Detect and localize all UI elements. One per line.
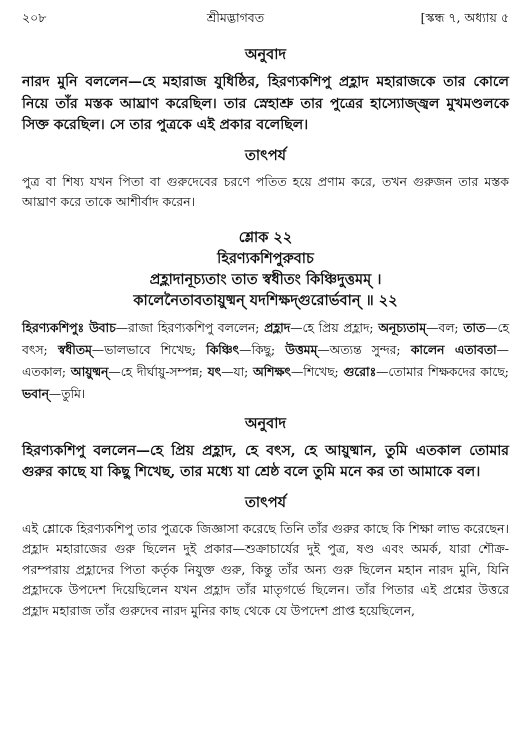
purport-heading-2: তাৎপর্য (244, 493, 287, 511)
synonym-meaning: যা; (233, 364, 249, 379)
synonym-term: গুরোঃ (343, 363, 377, 379)
synonym-term: আয়ুষ্মন্ (70, 363, 109, 379)
synonym-meaning: তুমি। (61, 386, 86, 401)
purport-heading: তাৎপর্য (244, 146, 287, 164)
synonym-term: প্রহ্লাদ (264, 319, 291, 335)
verse-line-2: কালেনৈতাবতায়ুষ্মন্ যদশিক্ষদ্‌গুরোর্ভবান্ ॥ ২২ (133, 291, 398, 309)
translation-heading: অনুবাদ (244, 46, 287, 63)
synonym-term: হিরণ্যকশিপুঃ উবাচ (22, 319, 116, 335)
synonym-term: কিঞ্চিৎ (206, 341, 240, 357)
synonym-term: অনূচ্যতাম্ (378, 319, 427, 335)
synonym-term: উত্তমম্ (285, 341, 318, 357)
page-header (22, 10, 509, 30)
translation-text-2: হিরণ্যকশিপু বললেন—হে প্রিয় প্রহ্লাদ, হে বৎস, হে আয়ুষ্মান, তুমি এতকাল তোমার গুরুর কাছে যা কিছু শিখেছ, তার মধ্যে যা শ্রেষ্ঠ বলে তুমি মনে কর তা আমাকে বল। (22, 442, 509, 480)
synonym-meaning: হে দীর্ঘায়ু-সম্পন্ন; (120, 364, 203, 379)
translation-heading-2: অনুবাদ (244, 414, 287, 432)
synonym-term: কালেন এতাবতা (410, 341, 497, 357)
synonym-meaning: বল; (438, 320, 459, 335)
synonym-term: যৎ (207, 363, 222, 379)
book-title: শ্রীমদ্ভাগবত (206, 10, 265, 25)
verse-number: শ্লোক ২২ (238, 228, 293, 246)
purport-text-2: এই শ্লোকে হিরণ্যকশিপু তার পুত্রকে জিজ্ঞাসা করেছে তিনি তাঁর গুরুর কাছে কি শিক্ষা লাভ করেছেন। প্রহ্লাদ মহারাজের গুরু ছিলেন দুই প্রকার—শুক্রাচার্যের দুই পুত্র, ষণ্ড এবং অমর্ক, যারা শৌক্র-পরম্পরায় প্রহ্লাদের পিতা কর্তৃক নিযুক্ত গুরু, কিন্তু তাঁর অন্য গুরু ছিলেন মহান নারদ মুনি, যিনি প্রহ্লাদকে উপদেশ দিয়েছিলেন যখন প্রহ্লাদ তাঁর মাতৃগর্ভে ছিলেন। তাঁর পিতার এই প্রশ্নের উত্তরে প্রহ্লাদ মহারাজ তাঁর গুরুদেব নারদ মুনির কাছ থেকে যে উপদেশ প্রাপ্ত হয়েছিলেন, (22, 520, 509, 618)
synonym-term: স্বধীতম্ (57, 341, 92, 357)
synonym-meaning: অত্যন্ত সুন্দর; (329, 342, 401, 357)
chapter-reference: [স্কন্ধ ৭, অধ্যায় ৫ (420, 10, 509, 25)
synonym-meaning: কিছু; (251, 342, 276, 357)
synonym-meaning: তোমার শিক্ষকদের কাছে; (388, 364, 509, 379)
synonym-term: তাত (463, 319, 486, 335)
synonym-meaning: হে প্রিয় প্রহ্লাদ; (302, 320, 374, 335)
purport-text: পুত্র বা শিষ্য যখন পিতা বা গুরুদেবের চরণে পতিত হয়ে প্রণাম করে, তখন গুরুজন তার মস্তক আঘ্রাণ করে তাকে আশীর্বাদ করেন। (22, 173, 509, 209)
verse-speaker: হিরণ্যকশিপুরুবাচ (217, 249, 314, 267)
synonym-meaning: হে বৎস; (22, 320, 509, 357)
synonym-meaning: এতকাল; (22, 364, 67, 379)
verse-line-1: প্রহ্লাদানূচ্যতাং তাত স্বধীতং কিঞ্চিদুত্তমম্ । (149, 270, 382, 288)
synonym-meaning: রাজা হিরণ্যকশিপু বললেন; (128, 320, 260, 335)
synonyms-block: হিরণ্যকশিপুঃ উবাচ—রাজা হিরণ্যকশিপু বললেন; প্রহ্লাদ—হে প্রিয় প্রহ্লাদ; অনূচ্যতাম্—বল; তাত—হে বৎস; স্বধীতম্—ভালভাবে শিখেছ; কিঞ্চিৎ—কিছু; উত্তমম্—অত্যন্ত সুন্দর; কালেন এতাবতা—এতকাল; আয়ুষ্মন্—হে দীর্ঘায়ু-সম্পন্ন; যৎ—যা; অশিক্ষৎ—শিখেছ; গুরোঃ—তোমার শিক্ষকদের কাছে; ভবান্—তুমি। (22, 319, 509, 401)
page-number: ২০৮ (22, 10, 47, 25)
synonym-meaning: ভালভাবে শিখেছ; (104, 342, 197, 357)
synonym-meaning: শিখেছ; (303, 364, 339, 379)
synonym-term: ভবান্ (22, 385, 49, 401)
synonym-term: অশিক্ষৎ (253, 363, 291, 379)
translation-text: নারদ মুনি বললেন—হে মহারাজ যুধিষ্ঠির, হিরণ্যকশিপু প্রহ্লাদ মহারাজকে তার কোলে নিয়ে তাঁর মস্তক আঘ্রাণ করেছিল। তার স্নেহাশ্রু তার পুত্রের হাস্যোজ্জ্বল মুখমণ্ডলকে সিক্ত করেছিল। সে তার পুত্রকে এই প্রকার বলেছিল। (22, 74, 509, 133)
